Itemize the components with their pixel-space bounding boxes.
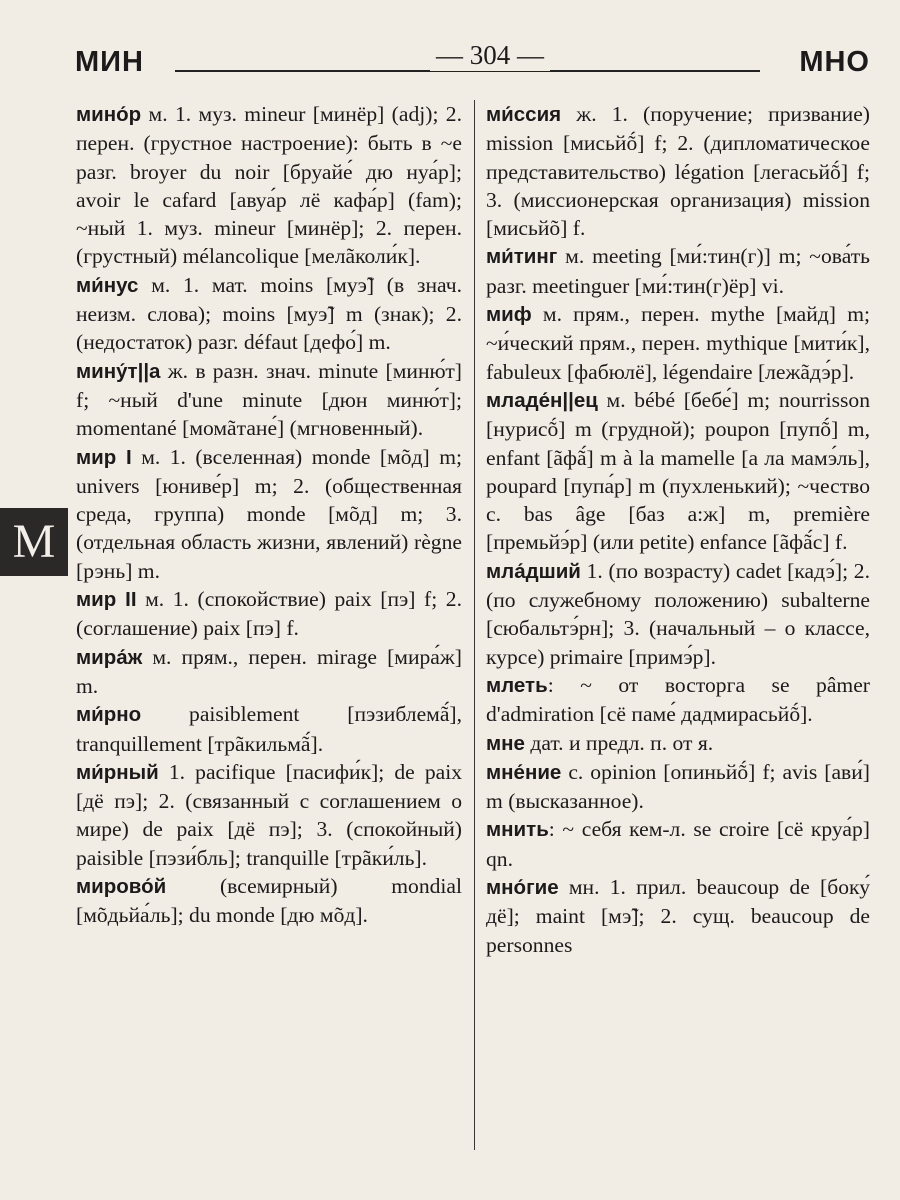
- entry-body: м. bébé [бебе́] m; nourrisson [нурисṍ] m (грудной); poupon [пупṍ] m, enfant [ãфã́] m à la mamelle [а ла мамэ́ль], poupard [пупа́р] m (пухленький); ~чество с. bas âge [баз а:ж] m, première [премьйэ́р] (или petite) enfance [ãфã́с] f.: [486, 387, 870, 555]
- dictionary-entry: [486, 100, 870, 242]
- entry-body: : ~ себя кем-л. se croire [сё круа́р] qn.: [486, 817, 870, 871]
- entry-body: м. 1. (вселенная) monde [мõд] m; univers [юниве́р] m; 2. (общественная среда, группа) monde [мõд] m; 3. (отдельная область жизни, явлений) règne [рэнь] m.: [76, 444, 463, 583]
- entry-headword: мнить: [486, 818, 549, 842]
- entry-body: 1. pacifique [пасифи́к]; de paix [дё пэ]; 2. (связанный с соглашением о мире) de paix [дё пэ]; 3. (спокойный) paisible [пэзи́бль]; tranquille [трãки́ль].: [76, 759, 462, 870]
- page-header: [75, 40, 870, 80]
- dictionary-entry: [76, 700, 462, 758]
- dictionary-entry: [76, 100, 462, 271]
- dictionary-entry: [486, 242, 870, 300]
- entry-headword: мирово́й: [76, 875, 167, 899]
- dictionary-entry: [76, 872, 462, 930]
- entry-headword: ми́нус: [76, 273, 139, 297]
- dictionary-entry: [486, 815, 870, 873]
- entry-headword: мир II: [76, 588, 137, 612]
- entry-headword: миф: [486, 303, 532, 327]
- entry-body: м. прям., перен. mythe [майд] m; ~и́ческий прям., перен. mythique [мити́к], fabuleux [фабюлё], légendaire [лежãдэ́р].: [486, 302, 870, 384]
- entry-headword: ми́ссия: [486, 103, 562, 126]
- entry-body: м. 1. (спокойствие) paix [пэ] f; 2. (соглашение) paix [пэ] f.: [76, 587, 462, 641]
- entry-body: мн. 1. прил. beaucoup de [боку́ дё]; maint [мэ̃]; 2. сущ. beaucoup de personnes: [486, 875, 870, 957]
- entry-headword: мно́гие: [486, 876, 559, 900]
- entry-body: ж. 1. (поручение; призвание) mission [мисьйṍ] f; 2. (дипломатическое представительство) légation [легасьйṍ] f; 3. (миссионерская организация) mission [мисьйõ] f.: [486, 102, 870, 241]
- entry-headword: ми́рный: [76, 760, 159, 784]
- right-guide-word: МНО: [799, 46, 870, 78]
- dictionary-entry: [76, 357, 462, 443]
- entry-headword: младе́н||ец: [486, 388, 598, 412]
- entry-headword: мла́дший: [486, 559, 581, 583]
- dictionary-entry: [486, 873, 870, 959]
- dictionary-entry: [486, 671, 870, 729]
- entry-headword: мир I: [76, 445, 132, 469]
- entry-body: ж. в разн. знач. minute [миню́т] f; ~ный d'une minute [дюн миню́т]; momentané [момãтане́] (мгновенный).: [76, 358, 462, 441]
- entry-body: : ~ от восторга se pâmer d'admiration [сё паме́ дадмирасьйṍ].: [486, 672, 870, 727]
- dictionary-entry: [76, 758, 462, 872]
- entry-body: м. meeting [ми́:тин(г)] m; ~ова́ть разг. meetinguer [ми́:тин(г)ёр] vi.: [486, 244, 870, 298]
- dictionary-entry: [486, 729, 870, 758]
- page-number: — 304 —: [430, 40, 550, 71]
- entry-body: дат. и предл. п. от я.: [524, 730, 714, 755]
- entry-headword: ми́тинг: [486, 245, 558, 269]
- entry-body: м. прям., перен. mirage [мира́ж] m.: [76, 644, 462, 698]
- entry-headword: мне: [486, 731, 525, 755]
- dictionary-entry: [486, 758, 870, 816]
- left-guide-word: МИН: [75, 46, 144, 78]
- entry-headword: ми́рно: [76, 703, 142, 727]
- dictionary-entry: [76, 271, 462, 357]
- column-divider: [474, 100, 475, 1150]
- entry-headword: мино́р: [76, 103, 142, 126]
- entry-body: м. 1. муз. mineur [минёр] (adj); 2. перен. (грустное настроение): быть в ~е разг. broyer du noir [бруайе́ дю нуа́р]; avoir le cafard [авуа́р лё кафа́р] (fam); ~ный 1. муз. mineur [минёр]; 2. перен. (грустный) mélancolique [мелãколи́к].: [76, 102, 462, 269]
- entry-body: 1. (по возрасту) cadet [кадэ́]; 2. (по служебному положению) subalterne [сюбальтэ́рн]; 3. (начальный – о классе, курсе) primaire [примэ́р].: [486, 558, 870, 669]
- thumb-index-tab: M: [0, 508, 68, 576]
- dictionary-entry: [76, 443, 462, 585]
- entry-headword: мира́ж: [76, 645, 143, 669]
- dictionary-entry: [76, 585, 462, 643]
- right-column: [486, 100, 870, 959]
- entry-headword: мне́ние: [486, 760, 562, 784]
- entry-headword: млеть: [486, 673, 548, 697]
- dictionary-entry: [486, 386, 870, 557]
- left-column: [76, 100, 462, 930]
- dictionary-entry: [486, 300, 870, 386]
- entry-body: (всемирный) mondial [мõдьйа́ль]; du monde [дю мõд].: [76, 874, 462, 928]
- dictionary-entry: [486, 557, 870, 671]
- entry-headword: мину́т||а: [76, 359, 161, 383]
- entry-body: м. 1. мат. moins [муэ̃] (в знач. неизм. слова); moins [муэ̃] m (знак); 2. (недостаток) разг. défaut [дефо́] m.: [76, 272, 462, 355]
- entry-body: paisiblement [пэзиблемã́], tranquillement [трãкильмã́].: [76, 702, 462, 756]
- entry-body: с. opinion [опиньйṍ] f; avis [ави́] m (высказанное).: [486, 759, 870, 814]
- dictionary-entry: [76, 643, 462, 701]
